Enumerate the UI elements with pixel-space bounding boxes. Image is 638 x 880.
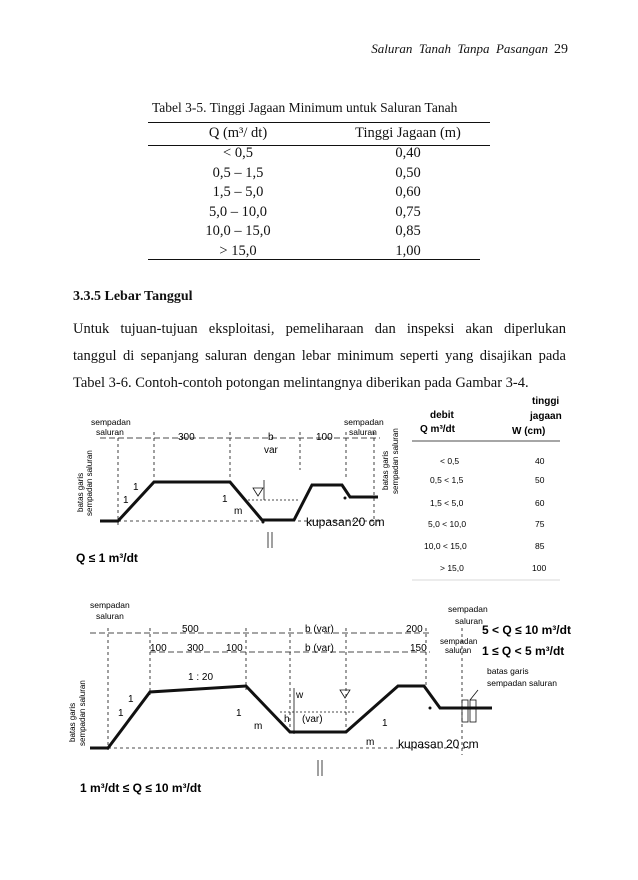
mini-cell-q: 0,5 < 1,5 (430, 475, 464, 485)
point-marker (344, 497, 347, 500)
table-cell-q: 1,5 – 5,0 (212, 184, 264, 200)
table-col2-header: Tinggi Jagaan (m) (355, 125, 461, 141)
point-marker (262, 521, 265, 524)
table-col1-header: Q (m³/ dt) (208, 125, 268, 141)
table-cell-h: 1,00 (395, 242, 421, 259)
table-cell-h: 0,60 (395, 184, 421, 200)
kupasan-label: kupasan (398, 737, 444, 751)
dim-b-var: b (var) (305, 624, 334, 635)
label-saluran: saluran (445, 646, 472, 655)
mini-cell-q: 5,0 < 10,0 (428, 519, 467, 529)
slope-label: 1 (236, 708, 242, 719)
slope-label: 1 (123, 495, 129, 506)
mini-header-debit: debit (430, 410, 454, 421)
discharge-label: 1 m³/dt ≤ Q ≤ 10 m³/dt (80, 781, 202, 795)
label-saluran: saluran (96, 427, 124, 437)
vertical-label-sempadan: sempadan saluran (391, 428, 400, 494)
section-heading: 3.3.5 Lebar Tanggul (73, 289, 193, 304)
paragraph-line: tanggul di sepanjang saluran dengan lebar minimum seperti yang disajikan pada (73, 348, 566, 364)
boundary-post (462, 700, 468, 722)
point-marker (429, 707, 432, 710)
slope-label-m: m (366, 737, 375, 748)
boundary-post (470, 700, 476, 722)
leader-line (470, 690, 478, 700)
table-cell-h: 0,40 (395, 145, 421, 161)
bottom-cross-section (68, 600, 571, 795)
table-cell-q: < 0,5 (223, 145, 253, 161)
dim-300: 300 (187, 643, 204, 654)
mini-cell-w: 50 (535, 475, 545, 485)
slope-label: 1 (128, 694, 134, 705)
freeboard-mini-table (412, 396, 562, 580)
kupasan-depth: 20 cm (446, 737, 479, 751)
vertical-label-sempadan: sempadan saluran (85, 450, 94, 516)
mini-cell-w: 75 (535, 519, 545, 529)
depth-label-var: (var) (302, 714, 323, 725)
dim-200: 200 (406, 624, 423, 635)
table-cell-q: 5,0 – 10,0 (209, 203, 267, 220)
top-cross-section (76, 417, 400, 565)
label-saluran: saluran (96, 611, 124, 621)
dim-150: 150 (410, 643, 427, 654)
table-cell-h: 0,85 (395, 223, 421, 239)
mini-cell-w: 60 (535, 498, 545, 508)
slope-label: 1 (133, 482, 139, 493)
table-cell-h: 0,75 (395, 203, 421, 220)
dim-500: 500 (182, 624, 199, 635)
slope-label: 1 (118, 708, 124, 719)
vertical-label-batas: batas garis (381, 450, 390, 490)
vertical-label-batas: batas garis (68, 702, 77, 742)
freeboard-label-w: w (296, 690, 304, 701)
dim-100: 100 (150, 643, 167, 654)
mini-cell-q: 10,0 < 15,0 (424, 541, 467, 551)
mini-cell-q: < 0,5 (440, 456, 460, 466)
dim-300: 300 (178, 432, 195, 443)
water-level-icon (340, 690, 350, 698)
label-saluran: saluran (349, 427, 377, 437)
label-sempadan: sempadan (448, 604, 488, 614)
paragraph-line: Untuk tujuan-tujuan eksploitasi, pemeliharaan dan inspeksi akan diperlukan (73, 321, 566, 337)
discharge-range-label: 5 < Q ≤ 10 m³/dt (482, 623, 571, 637)
mini-cell-w: 85 (535, 541, 545, 551)
slope-ratio: 1 : 20 (188, 672, 214, 683)
label-batas-garis: batas garis (487, 666, 529, 676)
discharge-label: Q ≤ 1 m³/dt (76, 551, 138, 565)
dim-100: 100 (226, 643, 243, 654)
label-sempadan: sempadan (440, 637, 478, 646)
mini-cell-w: 100 (532, 563, 547, 573)
mini-header-tinggi: tinggi (532, 396, 560, 407)
paragraph-line: Tabel 3-6. Contoh-contoh potongan melintangnya diberikan pada Gambar 3-4. (73, 375, 529, 391)
vertical-label-sempadan: sempadan saluran (78, 680, 87, 746)
dim-100: 100 (316, 432, 333, 443)
slope-label: 1 (382, 718, 388, 729)
table-cell-q: 10,0 – 15,0 (205, 223, 271, 239)
dim-var: var (264, 445, 278, 456)
point-marker (317, 731, 320, 734)
label-sempadan: sempadan (344, 417, 384, 427)
slope-label: 1 (222, 494, 228, 505)
dim-b: b (268, 432, 274, 443)
vertical-label-batas: batas garis (76, 472, 85, 512)
mini-cell-q: 1,5 < 5,0 (430, 498, 464, 508)
slope-label-m: m (254, 721, 263, 732)
label-sempadan: sempadan (91, 417, 131, 427)
mini-cell-q: > 15,0 (440, 563, 464, 573)
discharge-range-label: 1 ≤ Q < 5 m³/dt (482, 644, 565, 658)
table-cell-q: 0,5 – 1,5 (212, 164, 264, 181)
kupasan-depth: 20 cm (352, 515, 385, 529)
water-level-icon (253, 488, 263, 496)
mini-header-w: W (cm) (512, 426, 546, 437)
dim-b-var: b (var) (305, 643, 334, 654)
depth-label-h: h (284, 714, 290, 725)
label-saluran: saluran (455, 616, 483, 626)
kupasan-label: kupasan (306, 515, 352, 529)
slope-label-m: m (234, 506, 243, 517)
table-cell-q: > 15,0 (219, 242, 257, 259)
mini-header-jagaan: jagaan (530, 411, 562, 422)
mini-cell-w: 40 (535, 456, 545, 466)
table-caption: Tabel 3-5. Tinggi Jagaan Minimum untuk Saluran Tanah (152, 100, 458, 115)
table-cell-h: 0,50 (395, 164, 421, 181)
mini-header-q: Q m³/dt (420, 424, 455, 435)
label-sempadan-saluran: sempadan saluran (487, 678, 557, 688)
page-number: 29 (554, 42, 568, 57)
label-sempadan: sempadan (90, 600, 130, 610)
running-title: Saluran Tanah Tanpa Pasangan (371, 41, 548, 56)
